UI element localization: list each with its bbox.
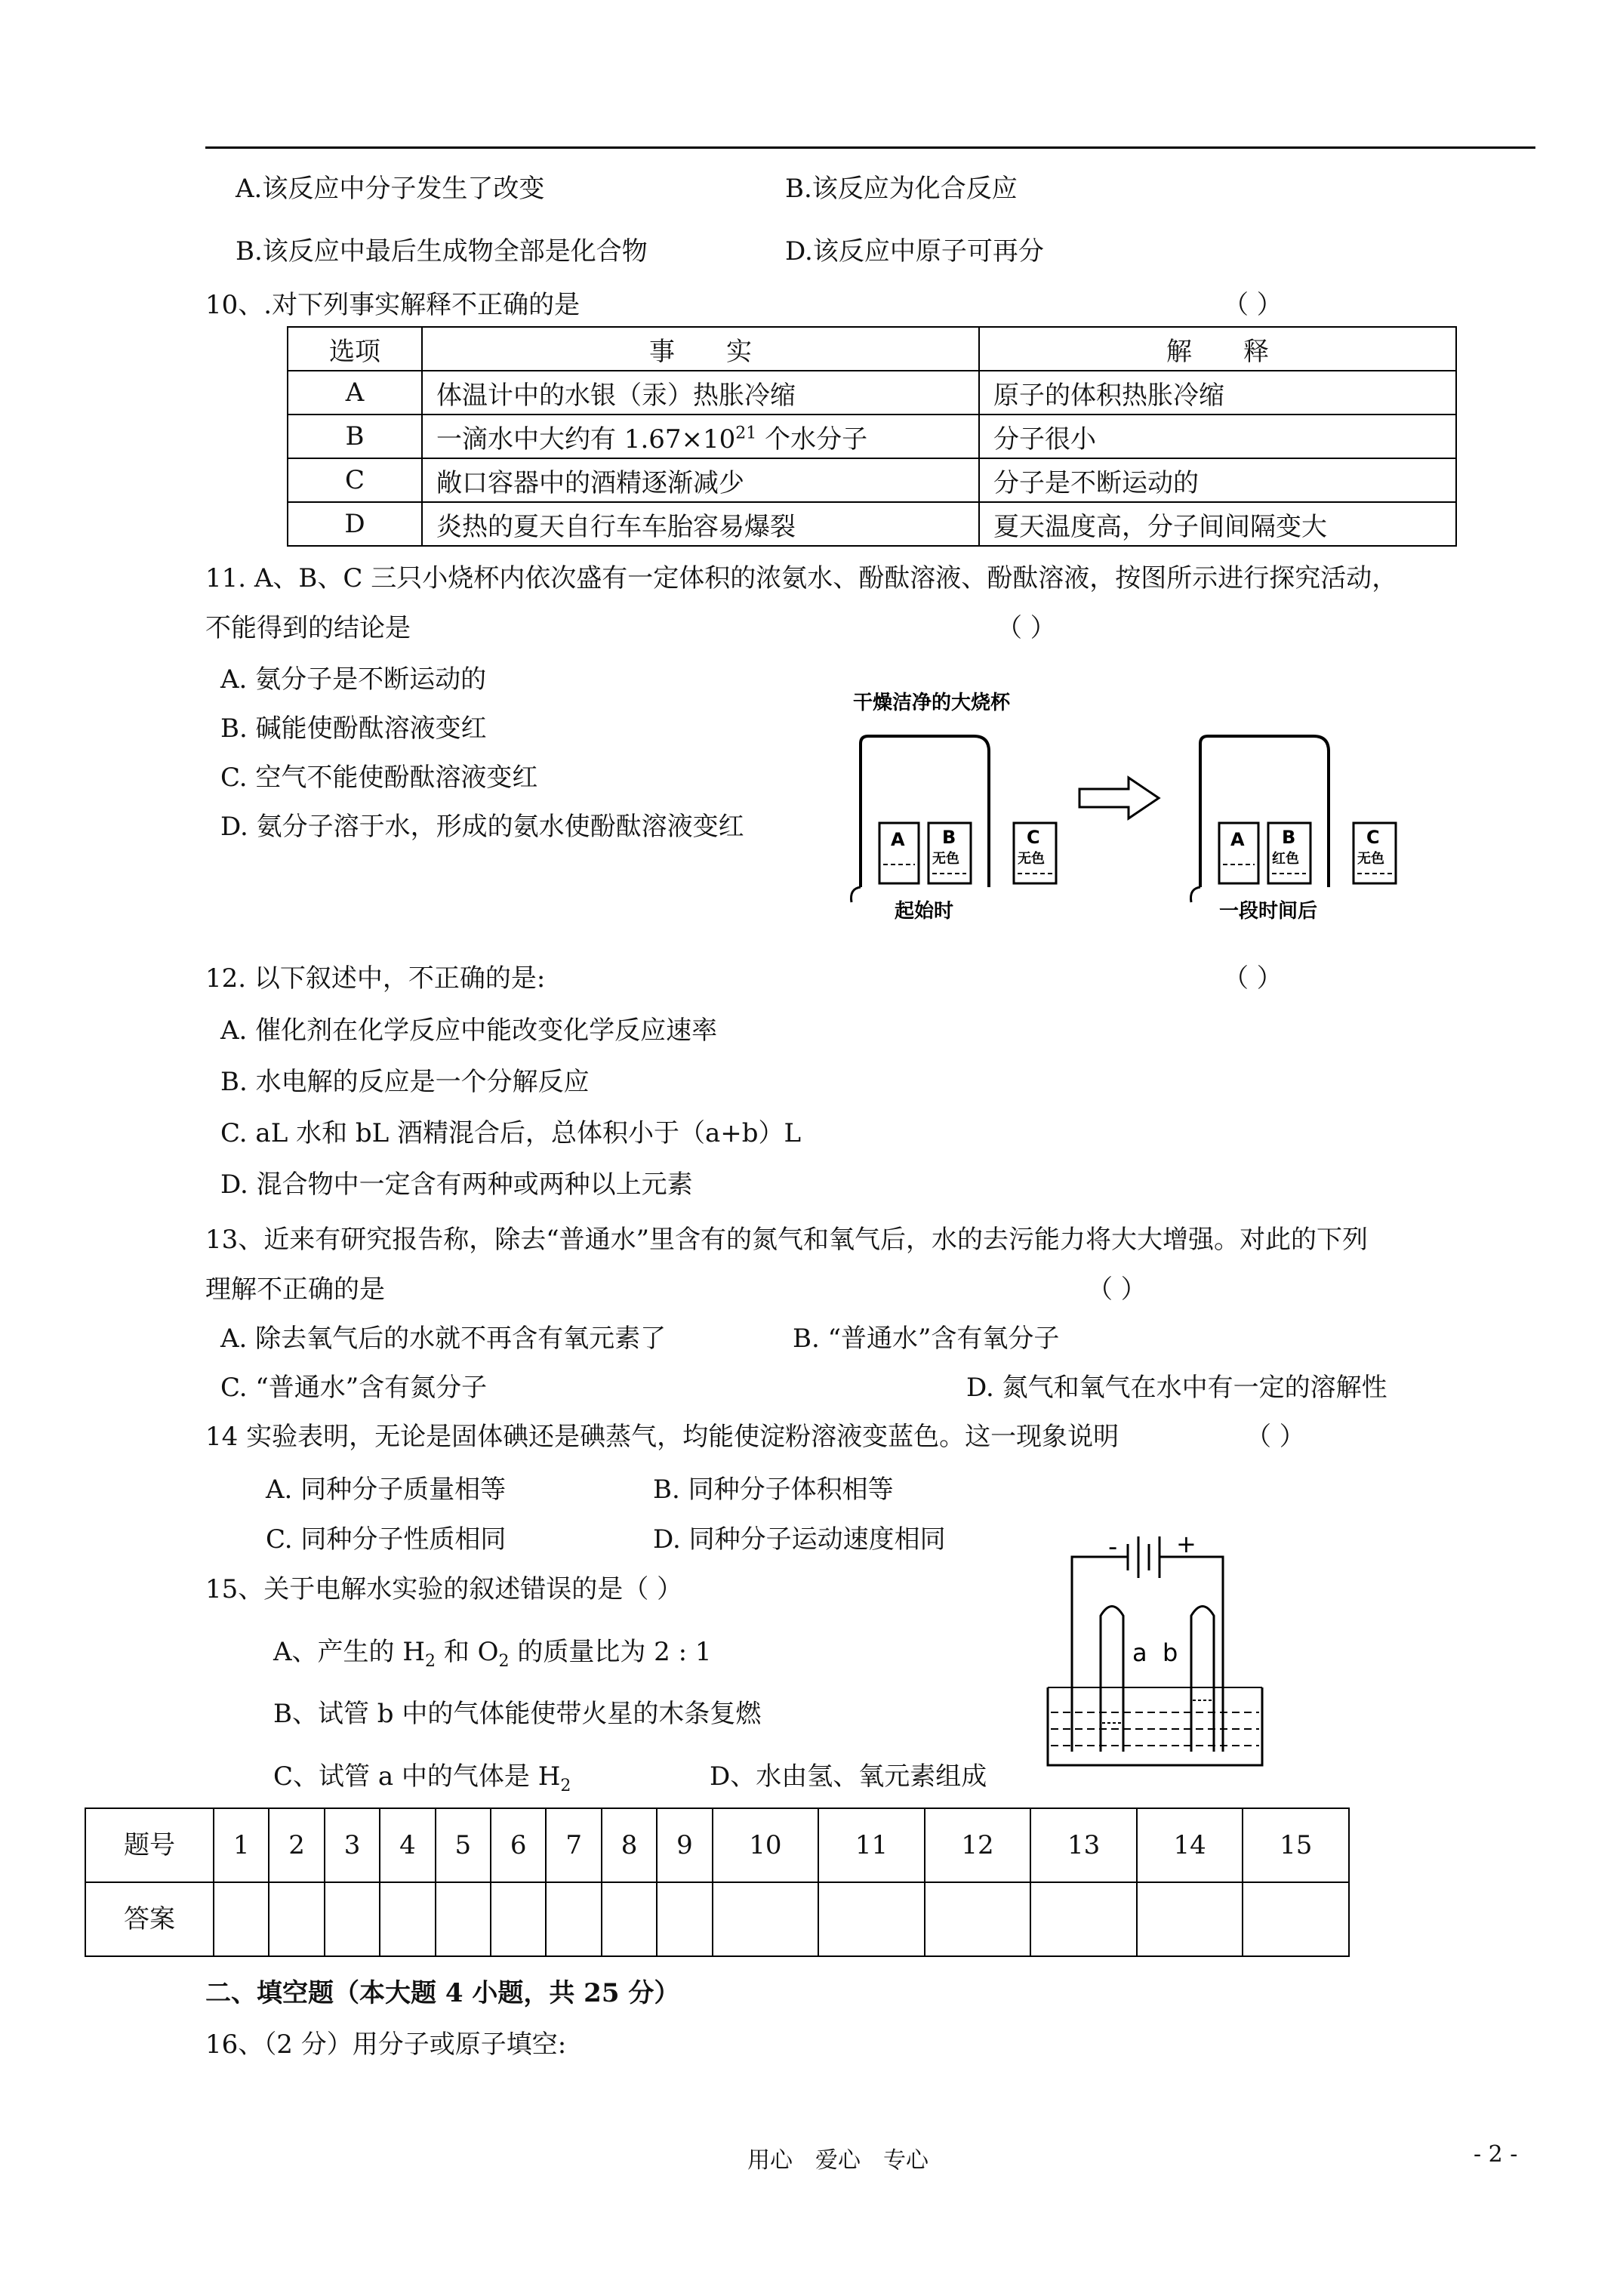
beaker-c-color: 无色 [1357, 851, 1384, 867]
question-number-cell: 3 [325, 1808, 380, 1882]
answer-cell[interactable] [214, 1882, 269, 1956]
row-fact: 炎热的夏天自行车车胎容易爆裂 [422, 502, 979, 546]
answer-table [85, 1808, 1350, 1957]
page-number: - 2 - [1474, 2141, 1518, 2168]
q14-paren: （ ） [1246, 1422, 1305, 1452]
q12-option-b: B. 水电解的反应是一个分解反应 [220, 1067, 590, 1097]
row-fact: 敞口容器中的酒精逐渐减少 [422, 458, 979, 502]
answer-cell[interactable] [713, 1882, 819, 1956]
row-fact [422, 415, 979, 458]
q9-option-d: D.该反应中原子可再分 [785, 236, 1044, 267]
question-number-cell: 2 [269, 1808, 324, 1882]
question-number-cell: 6 [491, 1808, 546, 1882]
beaker-c-label: C [1366, 827, 1380, 848]
test-tube-b [1191, 1607, 1214, 1752]
row-option: A [288, 371, 422, 415]
subscript: 2 [498, 1651, 510, 1671]
q11-option-b: B. 碱能使酚酞溶液变红 [220, 713, 487, 744]
answer-cell[interactable] [1030, 1882, 1137, 1956]
answer-cell[interactable] [657, 1882, 712, 1956]
q13-paren: （ ） [1087, 1274, 1147, 1305]
fact-text: 一滴水中大约有 1.67×10 [436, 424, 736, 455]
q15-stem: 15、关于电解水实验的叙述错误的是（ ） [205, 1574, 683, 1604]
question-number-cell: 4 [380, 1808, 435, 1882]
q14-option-d: D. 同种分子运动速度相同 [653, 1524, 946, 1555]
header-rule [205, 146, 1535, 149]
answer-cell[interactable] [1243, 1882, 1349, 1956]
beaker-c-label: C [1027, 827, 1040, 848]
q13-stem-line2: 理解不正确的是 [205, 1274, 385, 1305]
row-explain: 原子的体积热胀冷缩 [979, 371, 1456, 415]
electrolysis-figure [1042, 1525, 1268, 1774]
q14-option-a: A. 同种分子质量相等 [266, 1475, 507, 1505]
q13-stem-line1: 13、近来有研究报告称，除去“普通水”里含有的氮气和氧气后，水的去污能力将大大增强。对此的下列 [205, 1225, 1369, 1255]
question-number-cell: 1 [214, 1808, 269, 1882]
option-text: A、产生的 H [273, 1637, 426, 1667]
q15-option-b: B、试管 b 中的气体能使带火星的木条复燃 [273, 1699, 762, 1729]
q11-stem-line2: 不能得到的结论是 [205, 613, 411, 643]
answer-cell[interactable] [491, 1882, 546, 1956]
q11-option-c: C. 空气不能使酚酞溶液变红 [220, 763, 538, 793]
subscript: 2 [560, 1776, 571, 1795]
q13-option-c: C. “普通水”含有氮分子 [220, 1373, 488, 1403]
question-number-cell: 13 [1030, 1808, 1137, 1882]
row-explain: 夏天温度高，分子间间隔变大 [979, 502, 1456, 546]
beaker-c-color: 无色 [1018, 851, 1045, 867]
q12-option-a: A. 催化剂在化学反应中能改变化学反应速率 [220, 1015, 718, 1046]
beaker-a-label: A [891, 829, 905, 850]
q9-option-b: B.该反应为化合反应 [785, 174, 1018, 204]
minus-sign: - [1108, 1532, 1118, 1562]
question-number-cell: 8 [602, 1808, 657, 1882]
table-row [288, 415, 1456, 458]
question-number-cell: 14 [1137, 1808, 1243, 1882]
tube-a-label: a [1132, 1638, 1147, 1667]
q10-paren: （ ） [1223, 290, 1283, 320]
option-text: 的质量比为 2 : 1 [509, 1637, 712, 1667]
question-number-cell: 15 [1243, 1808, 1349, 1882]
answer-cell[interactable] [380, 1882, 435, 1956]
question-number-cell: 10 [713, 1808, 819, 1882]
footer-motto: 用心 爱心 专心 [747, 2147, 929, 2174]
q14-stem: 14 实验表明，无论是固体碘还是碘蒸气，均能使淀粉溶液变蓝色。这一现象说明 [205, 1422, 1119, 1452]
question-number-cell: 12 [925, 1808, 1031, 1882]
answer-cell[interactable] [1137, 1882, 1243, 1956]
q12-paren: （ ） [1223, 963, 1283, 994]
row-label-answer: 答案 [85, 1882, 214, 1956]
q15-option-d: D、水由氢、氧元素组成 [710, 1761, 987, 1792]
table-row [288, 458, 1456, 502]
answer-number-row [85, 1808, 1349, 1882]
arrow-icon [1079, 778, 1159, 818]
beaker-b-color: 无色 [932, 851, 959, 867]
beaker-b-color: 红色 [1272, 851, 1299, 867]
row-option: C [288, 458, 422, 502]
beaker-lip-left [852, 887, 861, 902]
question-number-cell: 7 [546, 1808, 601, 1882]
table-header-row [288, 327, 1456, 371]
row-fact: 体温计中的水银（汞）热胀冷缩 [422, 371, 979, 415]
header-fact: 事 实 [422, 327, 979, 371]
row-explain: 分子很小 [979, 415, 1456, 458]
question-number-cell: 11 [818, 1808, 925, 1882]
answer-cell[interactable] [325, 1882, 380, 1956]
q11-stem-line1: 11. A、B、C 三只小烧杯内依次盛有一定体积的浓氨水、酚酞溶液、酚酞溶液，按图所示进行探究活动， [205, 563, 1398, 593]
beaker-lip-right [1191, 887, 1201, 902]
q10-stem: 10、.对下列事实解释不正确的是 [205, 290, 581, 320]
q16-stem: 16、（2 分）用分子或原子填空: [205, 2029, 567, 2060]
q9-option-c: B.该反应中最后生成物全部是化合物 [236, 236, 648, 267]
start-label: 起始时 [895, 900, 954, 923]
q14-option-c: C. 同种分子性质相同 [266, 1524, 507, 1555]
q9-option-a: A.该反应中分子发生了改变 [236, 174, 545, 204]
test-tube-a [1101, 1607, 1123, 1752]
fact-text: 个水分子 [756, 424, 868, 455]
beaker-b-label: B [942, 827, 956, 848]
row-option: B [288, 415, 422, 458]
q13-option-b: B. “普通水”含有氧分子 [793, 1324, 1060, 1354]
big-beaker-label: 干燥洁净的大烧杯 [853, 692, 1011, 714]
q11-paren: （ ） [996, 613, 1056, 643]
row-explain: 分子是不断运动的 [979, 458, 1456, 502]
plus-sign: + [1176, 1530, 1196, 1558]
q15-option-c [273, 1761, 571, 1801]
answer-blank-row [85, 1882, 1349, 1956]
q13-option-a: A. 除去氧气后的水就不再含有氧元素了 [220, 1324, 667, 1354]
beaker-b-label: B [1282, 827, 1296, 848]
question-number-cell: 5 [436, 1808, 491, 1882]
answer-cell[interactable] [818, 1882, 925, 1956]
option-text: 和 O [436, 1637, 499, 1667]
exponent: 21 [735, 424, 757, 443]
beaker-a-label: A [1230, 829, 1245, 850]
q11-option-d: D. 氨分子溶于水，形成的氨水使酚酞溶液变红 [220, 812, 744, 842]
header-option: 选项 [288, 327, 422, 371]
answer-cell[interactable] [546, 1882, 601, 1956]
row-option: D [288, 502, 422, 546]
q10-facts-table [287, 326, 1457, 547]
table-row [288, 502, 1456, 546]
answer-cell[interactable] [436, 1882, 491, 1956]
q14-option-b: B. 同种分子体积相等 [653, 1475, 894, 1505]
row-label-number: 题号 [85, 1808, 214, 1882]
answer-cell[interactable] [602, 1882, 657, 1956]
q13-option-d: D. 氮气和氧气在水中有一定的溶解性 [966, 1373, 1387, 1403]
header-explain: 解 释 [979, 327, 1456, 371]
q12-option-c: C. aL 水和 bL 酒精混合后，总体积小于（a+b）L [220, 1118, 802, 1148]
q12-option-d: D. 混合物中一定含有两种或两种以上元素 [220, 1170, 693, 1200]
tube-b-label: b [1163, 1638, 1178, 1667]
q15-option-a [273, 1637, 711, 1677]
section2-heading: 二、填空题（本大题 4 小题，共 25 分） [205, 1978, 680, 2008]
q11-option-a: A. 氨分子是不断运动的 [220, 664, 487, 695]
question-number-cell: 9 [657, 1808, 712, 1882]
water-tank [1048, 1687, 1262, 1765]
subscript: 2 [425, 1651, 436, 1671]
table-row [288, 371, 1456, 415]
q12-stem: 12. 以下叙述中，不正确的是: [205, 963, 546, 994]
option-text: C、试管 a 中的气体是 H [273, 1761, 561, 1792]
answer-cell[interactable] [925, 1882, 1031, 1956]
answer-cell[interactable] [269, 1882, 324, 1956]
after-label: 一段时间后 [1219, 900, 1318, 923]
ammonia-diffusion-figure [838, 683, 1419, 925]
